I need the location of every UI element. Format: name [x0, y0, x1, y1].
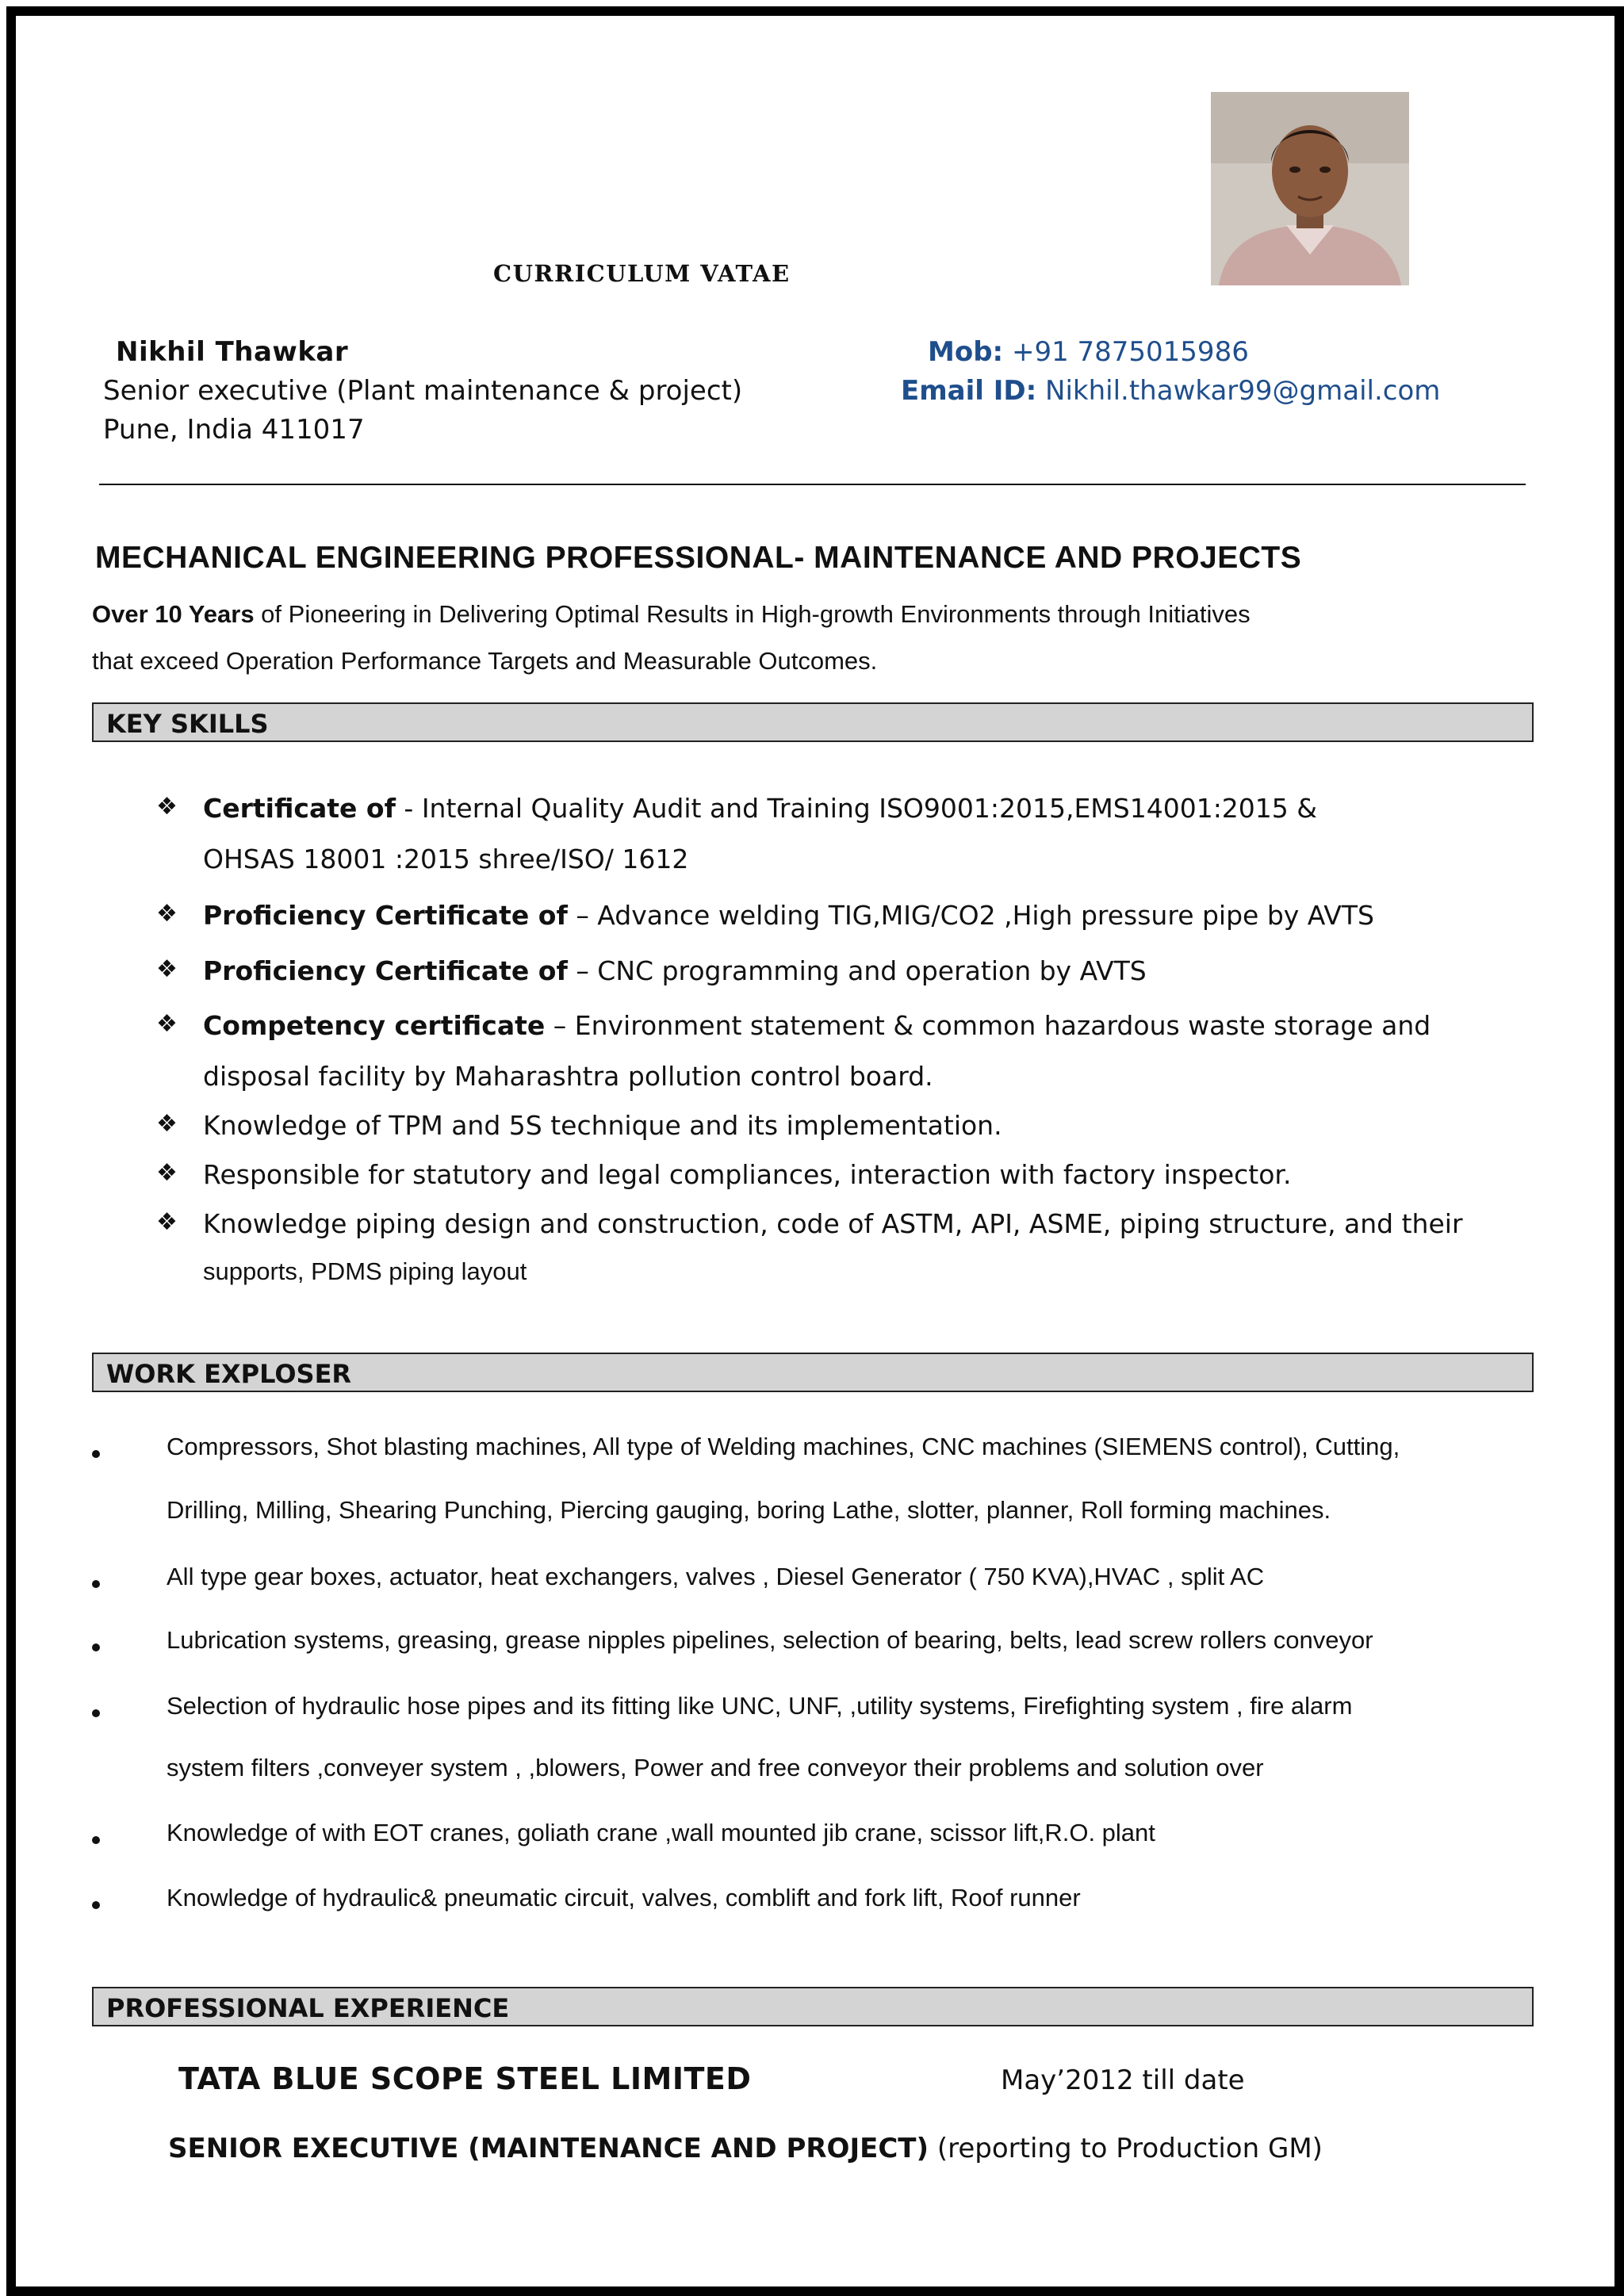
exposure-line: system filters ,conveyer system , ,blowers, Power and free conveyor their problems and solution over	[167, 1754, 1264, 1781]
employment-dates: May’2012 till date	[1001, 2064, 1245, 2096]
diamond-bullet-icon: ❖	[156, 955, 178, 983]
bullet-dot-icon	[92, 1836, 100, 1844]
profile-line-1	[92, 600, 1251, 629]
candidate-location: Pune, India 411017	[103, 414, 365, 446]
job-role	[168, 2133, 1323, 2164]
mobile-contact	[928, 336, 1249, 368]
skill-line	[203, 1010, 1431, 1041]
skill-line-text: – CNC programming and operation by AVTS	[567, 955, 1147, 986]
skill-line: Knowledge of TPM and 5S technique and its implementation.	[203, 1110, 1002, 1141]
diamond-bullet-icon: ❖	[156, 793, 178, 821]
skill-line-text: - Internal Quality Audit and Training ISO9001:2015,EMS14001:2015 &	[395, 793, 1318, 824]
skill-line: supports, PDMS piping layout	[203, 1257, 527, 1285]
profile-heading: MECHANICAL ENGINEERING PROFESSIONAL- MAINTENANCE AND PROJECTS	[95, 541, 1302, 575]
reporting-line: (reporting to Production GM)	[929, 2133, 1323, 2164]
key-skills-title: KEY SKILLS	[106, 709, 269, 739]
skill-line-bold: Proficiency Certificate of	[203, 955, 568, 986]
skill-line-text: – Environment statement & common hazardous waste storage and	[545, 1010, 1431, 1041]
skill-line-text: – Advance welding TIG,MIG/CO2 ,High pressure pipe by AVTS	[567, 900, 1374, 931]
document-title: CURRICULUM VATAE	[493, 260, 791, 287]
company-name: TATA BLUE SCOPE STEEL LIMITED	[178, 2061, 752, 2096]
profile-years: Over 10 Years	[92, 600, 255, 628]
skill-line: Knowledge piping design and construction, code of ASTM, API, ASME, piping structure, and their	[203, 1208, 1463, 1239]
work-exposure-title: WORK EXPLOSER	[106, 1359, 352, 1389]
exposure-line: Compressors, Shot blasting machines, All type of Welding machines, CNC machines (SIEMENS control), Cutting,	[167, 1433, 1400, 1460]
candidate-designation: Senior executive (Plant maintenance & project)	[103, 375, 743, 407]
mobile-number: +91 7875015986	[1011, 336, 1249, 368]
key-skills-header	[92, 702, 1534, 742]
exposure-line: Drilling, Milling, Shearing Punching, Piercing gauging, boring Lathe, slotter, planner, Roll forming machines.	[167, 1496, 1331, 1524]
exposure-line: Knowledge of hydraulic& pneumatic circuit, valves, comblift and fork lift, Roof runner	[167, 1884, 1081, 1911]
skill-line	[203, 955, 1147, 986]
exposure-line: Knowledge of with EOT cranes, goliath crane ,wall mounted jib crane, scissor lift,R.O. plant	[167, 1819, 1155, 1846]
bullet-dot-icon	[92, 1644, 100, 1651]
email-contact	[901, 375, 1440, 407]
skill-line	[203, 900, 1374, 931]
candidate-name: Nikhil Thawkar	[116, 336, 349, 368]
bullet-dot-icon	[92, 1709, 100, 1717]
diamond-bullet-icon: ❖	[156, 900, 178, 928]
profile-line-2: that exceed Operation Performance Targets and Measurable Outcomes.	[92, 647, 878, 675]
diamond-bullet-icon: ❖	[156, 1159, 178, 1187]
diamond-bullet-icon: ❖	[156, 1208, 178, 1236]
exposure-line: All type gear boxes, actuator, heat exchangers, valves , Diesel Generator ( 750 KVA),HVAC , split AC	[167, 1563, 1265, 1590]
exposure-line: Selection of hydraulic hose pipes and its fitting like UNC, UNF, ,utility systems, Firefighting system , fire alarm	[167, 1692, 1353, 1720]
profile-photo	[1211, 92, 1409, 285]
skill-line-bold: Certificate of	[203, 793, 396, 824]
bullet-dot-icon	[92, 1580, 100, 1588]
email-address: Nikhil.thawkar99@gmail.com	[1045, 375, 1441, 407]
job-title: SENIOR EXECUTIVE (MAINTENANCE AND PROJECT)	[168, 2133, 929, 2164]
skill-line: Responsible for statutory and legal compliances, interaction with factory inspector.	[203, 1159, 1292, 1190]
header-divider	[99, 484, 1526, 485]
email-label: Email ID:	[901, 375, 1037, 407]
work-exposure-header	[92, 1353, 1534, 1392]
mobile-label: Mob:	[928, 336, 1004, 368]
experience-header	[92, 1987, 1534, 2026]
skill-line: OHSAS 18001 :2015 shree/ISO/ 1612	[203, 844, 689, 874]
skill-line-bold: Proficiency Certificate of	[203, 900, 568, 931]
diamond-bullet-icon: ❖	[156, 1110, 178, 1138]
skill-line: disposal facility by Maharashtra pollution control board.	[203, 1061, 933, 1092]
skill-line	[203, 793, 1317, 824]
skill-line-bold: Competency certificate	[203, 1010, 546, 1041]
bullet-dot-icon	[92, 1901, 100, 1909]
experience-title: PROFESSIONAL EXPERIENCE	[106, 1993, 510, 2023]
bullet-dot-icon	[92, 1450, 100, 1458]
exposure-line: Lubrication systems, greasing, grease nipples pipelines, selection of bearing, belts, lead screw rollers conveyor	[167, 1626, 1373, 1654]
profile-line-1-text: of Pioneering in Delivering Optimal Results in High-growth Environments through Initiatives	[254, 600, 1251, 628]
diamond-bullet-icon: ❖	[156, 1010, 178, 1038]
